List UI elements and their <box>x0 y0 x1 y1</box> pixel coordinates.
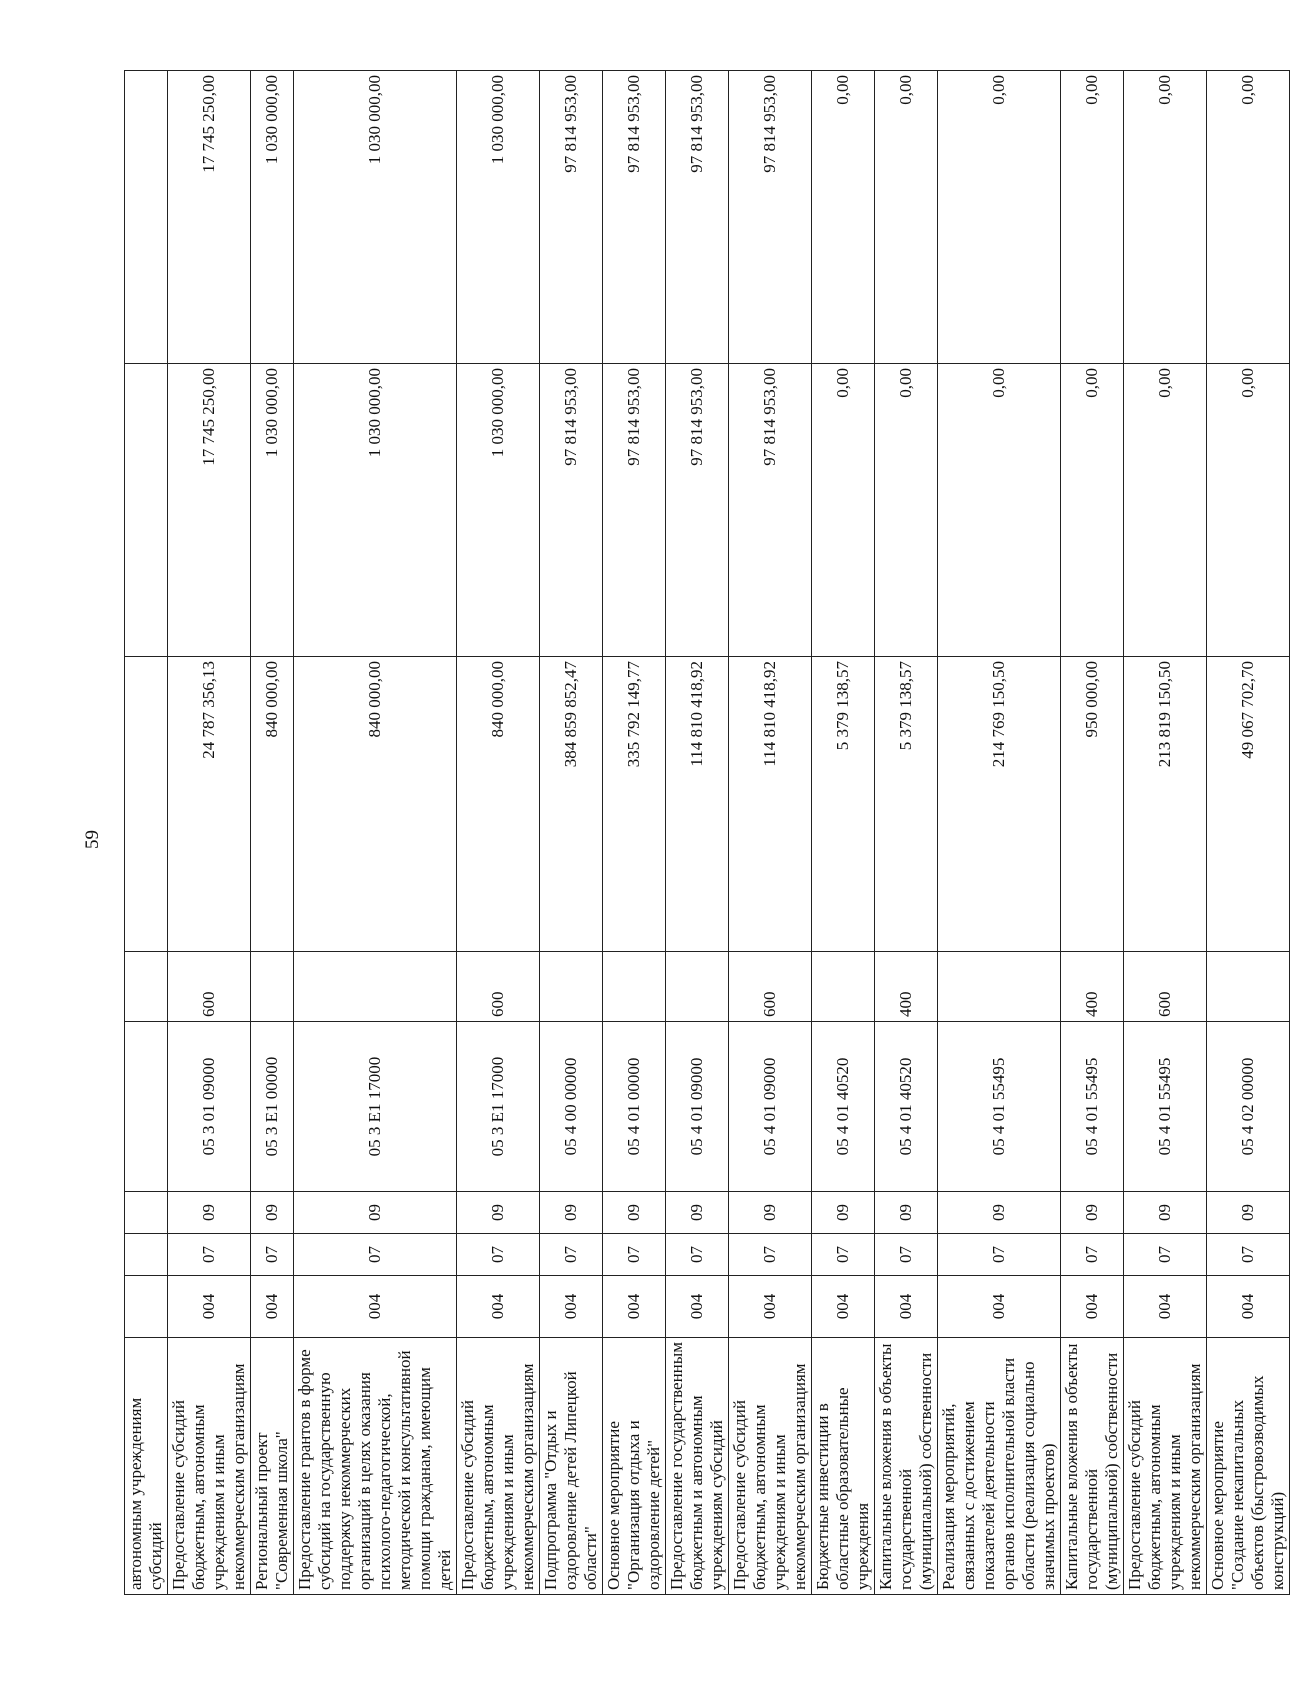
cell-grbs: 004 <box>938 1276 1061 1338</box>
cell-amount-year-2: 0,00 <box>1207 364 1290 657</box>
cell-amount-year-3: 97 814 953,00 <box>729 71 812 364</box>
cell-amount-year-2: 1 030 000,00 <box>294 364 457 657</box>
cell-amount-year-1: 335 792 149,77 <box>603 657 666 952</box>
cell-amount-year-1: 213 819 150,50 <box>1124 657 1207 952</box>
cell-section: 07 <box>666 1234 729 1276</box>
cell-expense-type <box>125 952 168 1022</box>
cell-expense-type: 600 <box>457 952 540 1022</box>
cell-amount-year-2: 0,00 <box>938 364 1061 657</box>
cell-expense-type <box>666 952 729 1022</box>
cell-expense-type <box>1207 952 1290 1022</box>
cell-expense-type: 400 <box>1061 952 1124 1022</box>
cell-target-article: 05 4 01 40520 <box>875 1022 938 1192</box>
cell-section: 07 <box>1124 1234 1207 1276</box>
table-row <box>603 71 666 1595</box>
cell-section: 07 <box>603 1234 666 1276</box>
cell-amount-year-1: 5 379 138,57 <box>812 657 875 952</box>
table-row <box>168 71 251 1595</box>
cell-subsection <box>125 1192 168 1234</box>
cell-amount-year-3: 17 745 250,00 <box>168 71 251 364</box>
cell-expense-type <box>812 952 875 1022</box>
cell-amount-year-1: 5 379 138,57 <box>875 657 938 952</box>
cell-grbs: 004 <box>1061 1276 1124 1338</box>
cell-subsection: 09 <box>938 1192 1061 1234</box>
cell-section <box>125 1234 168 1276</box>
cell-subsection: 09 <box>875 1192 938 1234</box>
table-row <box>1207 71 1290 1595</box>
budget-table-body <box>125 71 1290 1595</box>
cell-grbs <box>125 1276 168 1338</box>
cell-amount-year-2: 1 030 000,00 <box>251 364 294 657</box>
cell-amount-year-3: 0,00 <box>1124 71 1207 364</box>
cell-target-article: 05 4 01 55495 <box>1061 1022 1124 1192</box>
cell-amount-year-3: 1 030 000,00 <box>457 71 540 364</box>
cell-subsection: 09 <box>294 1192 457 1234</box>
cell-section: 07 <box>457 1234 540 1276</box>
cell-amount-year-3: 97 814 953,00 <box>666 71 729 364</box>
cell-amount-year-3: 1 030 000,00 <box>251 71 294 364</box>
page-number: 59 <box>82 830 103 850</box>
cell-expense-type: 600 <box>729 952 812 1022</box>
cell-section: 07 <box>938 1234 1061 1276</box>
cell-section: 07 <box>168 1234 251 1276</box>
cell-expense-type <box>294 952 457 1022</box>
cell-name: Предоставление субсидий бюджетным, автономным учреждениям и иным некоммерческим организациям <box>729 1338 812 1595</box>
table-row <box>1124 71 1207 1595</box>
cell-amount-year-1: 49 067 702,70 <box>1207 657 1290 952</box>
cell-target-article: 05 4 01 40520 <box>812 1022 875 1192</box>
cell-subsection: 09 <box>1124 1192 1207 1234</box>
cell-amount-year-1 <box>125 657 168 952</box>
cell-amount-year-1: 950 000,00 <box>1061 657 1124 952</box>
cell-section: 07 <box>251 1234 294 1276</box>
table-row <box>875 71 938 1595</box>
cell-amount-year-2: 97 814 953,00 <box>540 364 603 657</box>
cell-target-article: 05 4 02 00000 <box>1207 1022 1290 1192</box>
cell-expense-type <box>938 952 1061 1022</box>
cell-amount-year-1: 24 787 356,13 <box>168 657 251 952</box>
cell-amount-year-3: 0,00 <box>938 71 1061 364</box>
cell-expense-type <box>251 952 294 1022</box>
cell-name: Региональный проект "Современная школа" <box>251 1338 294 1595</box>
cell-name: Капитальные вложения в объекты государственной (муниципальной) собственности <box>875 1338 938 1595</box>
cell-amount-year-3: 0,00 <box>1061 71 1124 364</box>
cell-name: Основное мероприятие "Организация отдыха и оздоровление детей" <box>603 1338 666 1595</box>
table-row <box>666 71 729 1595</box>
budget-table <box>124 70 1290 1595</box>
cell-grbs: 004 <box>294 1276 457 1338</box>
cell-name: Предоставление субсидий бюджетным, автономным учреждениям и иным некоммерческим организациям <box>168 1338 251 1595</box>
cell-target-article: 05 4 01 00000 <box>603 1022 666 1192</box>
cell-grbs: 004 <box>1207 1276 1290 1338</box>
cell-name: Предоставление субсидий бюджетным, автономным учреждениям и иным некоммерческим организациям <box>457 1338 540 1595</box>
cell-amount-year-1: 384 859 852,47 <box>540 657 603 952</box>
cell-expense-type <box>540 952 603 1022</box>
cell-target-article: 05 4 00 00000 <box>540 1022 603 1192</box>
cell-name: Основное мероприятие "Создание некапитальных объектов (быстровозводимых конструкций) <box>1207 1338 1290 1595</box>
cell-target-article: 05 3 E1 17000 <box>457 1022 540 1192</box>
cell-amount-year-2 <box>125 364 168 657</box>
cell-subsection: 09 <box>812 1192 875 1234</box>
cell-target-article <box>125 1022 168 1192</box>
table-row <box>125 71 168 1595</box>
cell-amount-year-1: 840 000,00 <box>251 657 294 952</box>
cell-grbs: 004 <box>729 1276 812 1338</box>
cell-expense-type: 600 <box>168 952 251 1022</box>
cell-target-article: 05 3 E1 17000 <box>294 1022 457 1192</box>
cell-amount-year-3: 1 030 000,00 <box>294 71 457 364</box>
cell-subsection: 09 <box>666 1192 729 1234</box>
cell-section: 07 <box>540 1234 603 1276</box>
cell-amount-year-2: 1 030 000,00 <box>457 364 540 657</box>
cell-grbs: 004 <box>1124 1276 1207 1338</box>
cell-expense-type: 400 <box>875 952 938 1022</box>
cell-name: Предоставление субсидий бюджетным, автономным учреждениям и иным некоммерческим организациям <box>1124 1338 1207 1595</box>
cell-amount-year-1: 840 000,00 <box>294 657 457 952</box>
cell-name: Предоставление государственным бюджетным и автономным учреждениям субсидий <box>666 1338 729 1595</box>
cell-amount-year-1: 114 810 418,92 <box>666 657 729 952</box>
cell-section: 07 <box>812 1234 875 1276</box>
table-row <box>1061 71 1124 1595</box>
cell-section: 07 <box>1061 1234 1124 1276</box>
table-row <box>251 71 294 1595</box>
cell-grbs: 004 <box>812 1276 875 1338</box>
cell-target-article: 05 4 01 55495 <box>938 1022 1061 1192</box>
cell-amount-year-2: 0,00 <box>875 364 938 657</box>
table-row <box>294 71 457 1595</box>
table-row <box>812 71 875 1595</box>
cell-amount-year-2: 0,00 <box>1061 364 1124 657</box>
cell-expense-type: 600 <box>1124 952 1207 1022</box>
cell-amount-year-3: 97 814 953,00 <box>603 71 666 364</box>
cell-amount-year-3 <box>125 71 168 364</box>
table-row <box>540 71 603 1595</box>
cell-name: Реализация мероприятий, связанных с достижением показателей деятельности органов исполнительной власти области (реализация социально значимых проектов) <box>938 1338 1061 1595</box>
cell-amount-year-2: 0,00 <box>1124 364 1207 657</box>
cell-amount-year-1: 114 810 418,92 <box>729 657 812 952</box>
cell-subsection: 09 <box>457 1192 540 1234</box>
cell-amount-year-3: 97 814 953,00 <box>540 71 603 364</box>
cell-target-article: 05 4 01 55495 <box>1124 1022 1207 1192</box>
table-row <box>457 71 540 1595</box>
cell-amount-year-2: 0,00 <box>812 364 875 657</box>
cell-subsection: 09 <box>251 1192 294 1234</box>
cell-name: Подпрограмма "Отдых и оздоровление детей Липецкой области" <box>540 1338 603 1595</box>
cell-section: 07 <box>1207 1234 1290 1276</box>
cell-section: 07 <box>875 1234 938 1276</box>
cell-name: Бюджетные инвестиции в областные образовательные учреждения <box>812 1338 875 1595</box>
table-row <box>938 71 1061 1595</box>
cell-subsection: 09 <box>540 1192 603 1234</box>
cell-expense-type <box>603 952 666 1022</box>
cell-grbs: 004 <box>168 1276 251 1338</box>
cell-grbs: 004 <box>603 1276 666 1338</box>
cell-amount-year-2: 97 814 953,00 <box>666 364 729 657</box>
cell-name: автономным учреждениям субсидий <box>125 1338 168 1595</box>
cell-target-article: 05 4 01 09000 <box>666 1022 729 1192</box>
cell-amount-year-3: 0,00 <box>812 71 875 364</box>
cell-target-article: 05 3 01 09000 <box>168 1022 251 1192</box>
cell-name: Капитальные вложения в объекты государственной (муниципальной) собственности <box>1061 1338 1124 1595</box>
cell-subsection: 09 <box>1061 1192 1124 1234</box>
cell-grbs: 004 <box>875 1276 938 1338</box>
cell-amount-year-3: 0,00 <box>1207 71 1290 364</box>
cell-subsection: 09 <box>729 1192 812 1234</box>
cell-subsection: 09 <box>168 1192 251 1234</box>
table-row <box>729 71 812 1595</box>
cell-amount-year-2: 97 814 953,00 <box>603 364 666 657</box>
cell-amount-year-2: 17 745 250,00 <box>168 364 251 657</box>
cell-section: 07 <box>294 1234 457 1276</box>
cell-amount-year-2: 97 814 953,00 <box>729 364 812 657</box>
cell-amount-year-1: 214 769 150,50 <box>938 657 1061 952</box>
cell-subsection: 09 <box>603 1192 666 1234</box>
cell-amount-year-1: 840 000,00 <box>457 657 540 952</box>
cell-grbs: 004 <box>666 1276 729 1338</box>
cell-target-article: 05 4 01 09000 <box>729 1022 812 1192</box>
cell-name: Предоставление грантов в форме субсидий на государственную поддержку некоммерческих организаций в целях оказания психолого-педагогической, методической и консультативной помощи гражданам, имеющим детей <box>294 1338 457 1595</box>
cell-grbs: 004 <box>251 1276 294 1338</box>
cell-amount-year-3: 0,00 <box>875 71 938 364</box>
cell-target-article: 05 3 E1 00000 <box>251 1022 294 1192</box>
budget-table-container <box>124 71 1287 1595</box>
cell-section: 07 <box>729 1234 812 1276</box>
cell-grbs: 004 <box>457 1276 540 1338</box>
cell-subsection: 09 <box>1207 1192 1290 1234</box>
cell-grbs: 004 <box>540 1276 603 1338</box>
